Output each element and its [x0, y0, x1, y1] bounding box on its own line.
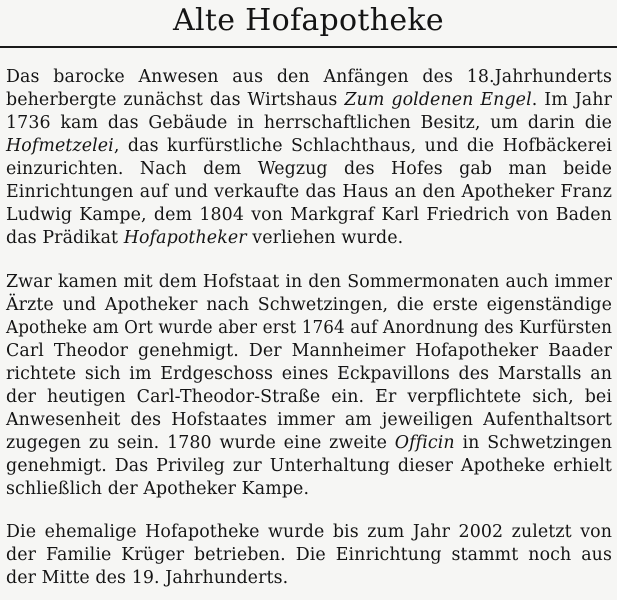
line-text: zugegen zu sein. 1780 wurde eine zweite — [6, 433, 395, 453]
line-text: Die ehemalige Hofapotheke wurde bis zum Jahr 2002 zuletzt von — [6, 522, 612, 542]
text-line — [6, 455, 612, 478]
text-line — [6, 135, 612, 158]
line-text: Apotheke am Ort wurde aber erst 1764 auf Anordnung des Kurfürsten — [6, 318, 612, 338]
text-line — [6, 478, 612, 501]
text-line — [6, 112, 612, 135]
paragraph-2 — [6, 271, 612, 501]
line-text: genehmigt. Das Privileg zur Unterhaltung dieser Apotheke erhielt — [6, 456, 612, 476]
line-text: schließlich der Apotheker Kampe. — [6, 479, 310, 499]
line-text: , das kurfürstliche Schlachthaus, und die Hofbäckerei — [113, 136, 612, 156]
line-text: Zwar kamen mit dem Hofstaat in den Sommermonaten auch immer — [6, 272, 612, 292]
text-line — [6, 181, 612, 204]
italic-term: Officin — [394, 433, 455, 453]
italic-term: Hofapotheker — [123, 228, 247, 248]
italic-term: Hofmetzelei — [6, 136, 114, 156]
text-line — [6, 317, 612, 340]
text-line — [6, 294, 612, 317]
text-line — [6, 363, 612, 386]
text-line — [6, 567, 612, 590]
line-text: Ärzte und Apotheker nach Schwetzingen, die erste eigenständige — [6, 295, 612, 315]
line-text: der Familie Krüger betrieben. Die Einrichtung stammt noch aus — [6, 545, 612, 565]
text-line — [6, 158, 612, 181]
title-divider — [0, 46, 617, 48]
line-text: in Schwetzingen — [454, 433, 612, 453]
text-line — [6, 227, 612, 250]
text-line — [6, 432, 612, 455]
paragraph-3 — [6, 521, 612, 590]
line-text: verliehen wurde. — [246, 228, 404, 248]
text-line — [6, 409, 612, 432]
line-text: der heutigen Carl-Theodor-Straße ein. Er verpflichtete sich, bei — [6, 387, 612, 407]
sign-title: Alte Hofapotheke — [173, 3, 444, 38]
text-line — [6, 271, 612, 294]
line-text: einzurichten. Nach dem Wegzug des Hofes gab man beide — [6, 159, 612, 179]
line-text: das Prädikat — [6, 228, 124, 248]
line-text: Ludwig Kampe, dem 1804 von Markgraf Karl Friedrich von Baden — [6, 205, 612, 225]
line-text: . Im Jahr — [531, 90, 612, 110]
paragraph-1 — [6, 66, 612, 250]
text-line — [6, 66, 612, 89]
line-text: 1736 kam das Gebäude in herrschaftlichen Besitz, um darin die — [6, 113, 612, 133]
line-text: der Mitte des 19. Jahrhunderts. — [6, 568, 289, 588]
text-line — [6, 204, 612, 227]
text-line — [6, 521, 612, 544]
line-text: richtete sich im Erdgeschoss eines Eckpavillons des Marstalls an — [6, 364, 612, 384]
line-text: Anwesenheit des Hofstaates immer am jeweiligen Aufenthaltsort — [6, 410, 612, 430]
italic-term: Zum goldenen Engel — [344, 90, 532, 110]
line-text: beherbergte zunächst das Wirtshaus — [6, 90, 345, 110]
line-text: Das barocke Anwesen aus den Anfängen des 18.Jahrhunderts — [6, 67, 612, 87]
text-line — [6, 89, 612, 112]
line-text: Einrichtungen auf und verkaufte das Haus an den Apotheker Franz — [6, 182, 612, 202]
text-line — [6, 386, 612, 409]
text-line — [6, 544, 612, 567]
text-line — [6, 340, 612, 363]
line-text: Carl Theodor genehmigt. Der Mannheimer Hofapotheker Baader — [6, 341, 612, 361]
